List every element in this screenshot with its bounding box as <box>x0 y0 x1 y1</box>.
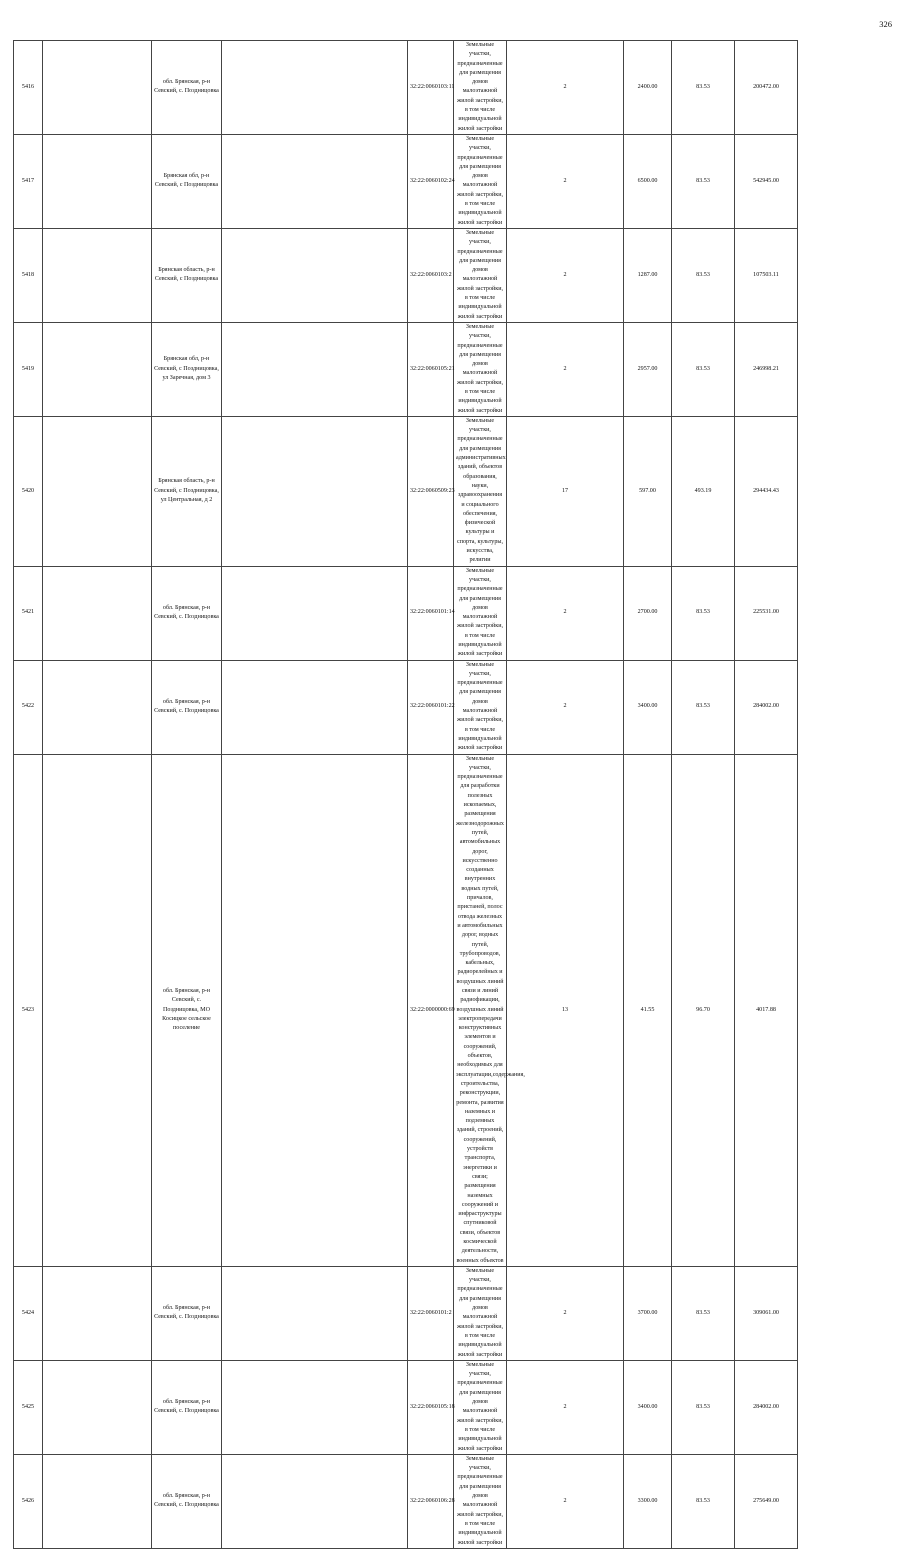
land-use-cell: Земельные участки, предназначенные для размещения домов малоэтажной жилой застройки, в том числе индивидуальной жилой застройки <box>454 322 507 416</box>
land-use-cell: Земельные участки, предназначенные для размещения домов малоэтажной жилой застройки, в том числе индивидуальной жилой застройки <box>454 660 507 754</box>
spacer-cell <box>222 134 408 228</box>
rate-cell: 493.19 <box>672 416 735 566</box>
cadastral-value-cell: 284002.00 <box>735 1360 798 1454</box>
rate-cell: 96.70 <box>672 754 735 1266</box>
group-cell: 2 <box>507 566 624 660</box>
spacer-cell <box>43 1454 152 1548</box>
spacer-cell <box>43 566 152 660</box>
group-cell: 2 <box>507 134 624 228</box>
cadastral-number-cell: 32:22:0060105:18 <box>408 1360 454 1454</box>
row-number: 5420 <box>14 416 43 566</box>
cadastral-number-cell: 32:22:0060101:2 <box>408 1266 454 1360</box>
spacer-cell <box>222 1360 408 1454</box>
group-cell: 13 <box>507 754 624 1266</box>
address-cell: обл. Брянская, р-н Севский, с. Поздницовка <box>152 566 222 660</box>
cadastral-number-cell: 32:22:0060101:22 <box>408 660 454 754</box>
cadastral-number-cell: 32:22:0060106:28 <box>408 1454 454 1548</box>
spacer-cell <box>222 228 408 322</box>
land-use-cell: Земельные участки, предназначенные для размещения домов малоэтажной жилой застройки, в том числе индивидуальной жилой застройки <box>454 1454 507 1548</box>
area-cell: 1287.00 <box>624 228 672 322</box>
spacer-cell <box>222 754 408 1266</box>
cadastral-value-cell: 107503.11 <box>735 228 798 322</box>
spacer-cell <box>222 1266 408 1360</box>
rate-cell: 83.53 <box>672 134 735 228</box>
address-cell: обл. Брянская, р-н Севский, с. Поздницовка <box>152 1454 222 1548</box>
cadastral-value-cell: 294434.43 <box>735 416 798 566</box>
address-cell: обл. Брянская, р-н Севский, с. Поздницовка <box>152 1266 222 1360</box>
row-number: 5418 <box>14 228 43 322</box>
table-row <box>14 1266 894 1360</box>
table-row <box>14 134 894 228</box>
table-row <box>14 41 894 135</box>
land-use-cell: Земельные участки, предназначенные для разработки полезных ископаемых, размещения железнодорожных путей, автомобильных дорог, искусственно созданных внутренних водных путей, причалов, пристаней, полос отвода железных и автомобильных дорог, водных путей, трубопроводов, кабельных, радиорелейных и воздушных линий связи и линий радиофикации, воздушных линий электропередачи конструктивных элементов и сооружений, объектов, необходимых для эксплуатации,содержания, строительства, реконструкции, ремонта, развития наземных и подземных зданий, строений, сооружений, устройств транспорта, энергетики и связи; размещения наземных сооружений и инфраструктуры спутниковой связи, объектов космической деятельности, военных объектов <box>454 754 507 1266</box>
row-number: 5421 <box>14 566 43 660</box>
group-cell: 2 <box>507 1266 624 1360</box>
area-cell: 3400.00 <box>624 1360 672 1454</box>
row-number: 5425 <box>14 1360 43 1454</box>
area-cell: 3700.00 <box>624 1266 672 1360</box>
address-cell: Брянская область, р-н Севский, с Поздницовка, ул Центральная, д 2 <box>152 416 222 566</box>
row-number: 5423 <box>14 754 43 1266</box>
group-cell: 2 <box>507 41 624 135</box>
row-number: 5417 <box>14 134 43 228</box>
group-cell: 2 <box>507 1454 624 1548</box>
cadastral-number-cell: 32:22:0060101:14 <box>408 566 454 660</box>
cadastral-value-cell: 542945.00 <box>735 134 798 228</box>
group-cell: 2 <box>507 322 624 416</box>
address-cell: обл. Брянская, р-н Севский, с. Поздницовка <box>152 660 222 754</box>
table-row <box>14 228 894 322</box>
cadastral-number-cell: 32:22:0060509:23 <box>408 416 454 566</box>
cadastral-number-cell: 32:22:0060105:21 <box>408 322 454 416</box>
address-cell: Брянская обл, р-н Севский, с Поздницовка, ул Заречная, дом 3 <box>152 322 222 416</box>
spacer-cell <box>222 566 408 660</box>
spacer-cell <box>222 322 408 416</box>
area-cell: 2400.00 <box>624 41 672 135</box>
cadastral-number-cell: 32:22:0000000:69 <box>408 754 454 1266</box>
page-number: 326 <box>879 19 892 29</box>
cadastral-number-cell: 32:22:0060102:24 <box>408 134 454 228</box>
cadastral-value-cell: 246998.21 <box>735 322 798 416</box>
land-use-cell: Земельные участки, предназначенные для размещения домов малоэтажной жилой застройки, в том числе индивидуальной жилой застройки <box>454 41 507 135</box>
spacer-cell <box>43 41 152 135</box>
group-cell: 2 <box>507 1360 624 1454</box>
cadastral-value-cell: 309061.00 <box>735 1266 798 1360</box>
cadastral-number-cell: 32:22:0060103:11 <box>408 41 454 135</box>
cadastral-value-table <box>13 40 894 1549</box>
row-number: 5424 <box>14 1266 43 1360</box>
cadastral-value-cell: 284002.00 <box>735 660 798 754</box>
spacer-cell <box>222 416 408 566</box>
land-use-cell: Земельные участки, предназначенные для размещения домов малоэтажной жилой застройки, в том числе индивидуальной жилой застройки <box>454 1360 507 1454</box>
spacer-cell <box>43 660 152 754</box>
area-cell: 41.55 <box>624 754 672 1266</box>
land-use-cell: Земельные участки, предназначенные для размещения домов малоэтажной жилой застройки, в том числе индивидуальной жилой застройки <box>454 228 507 322</box>
spacer-cell <box>222 1454 408 1548</box>
area-cell: 3300.00 <box>624 1454 672 1548</box>
spacer-cell <box>43 134 152 228</box>
address-cell: обл. Брянская, р-н Севский, с. Поздницовка <box>152 41 222 135</box>
group-cell: 17 <box>507 416 624 566</box>
cadastral-number-cell: 32:22:0060103:2 <box>408 228 454 322</box>
row-number: 5416 <box>14 41 43 135</box>
spacer-cell <box>43 322 152 416</box>
rate-cell: 83.53 <box>672 1266 735 1360</box>
table-row <box>14 660 894 754</box>
cadastral-value-cell: 275649.00 <box>735 1454 798 1548</box>
rate-cell: 83.53 <box>672 322 735 416</box>
rate-cell: 83.53 <box>672 1454 735 1548</box>
area-cell: 2957.00 <box>624 322 672 416</box>
group-cell: 2 <box>507 660 624 754</box>
land-use-cell: Земельные участки, предназначенные для размещения домов малоэтажной жилой застройки, в том числе индивидуальной жилой застройки <box>454 566 507 660</box>
row-number: 5422 <box>14 660 43 754</box>
spacer-cell <box>43 1360 152 1454</box>
table-row <box>14 416 894 566</box>
table-row <box>14 1454 894 1548</box>
spacer-cell <box>43 416 152 566</box>
group-cell: 2 <box>507 228 624 322</box>
table-row <box>14 322 894 416</box>
spacer-cell <box>43 754 152 1266</box>
cadastral-value-cell: 225531.00 <box>735 566 798 660</box>
cadastral-value-cell: 4017.88 <box>735 754 798 1266</box>
land-use-cell: Земельные участки, предназначенные для размещения домов малоэтажной жилой застройки, в том числе индивидуальной жилой застройки <box>454 134 507 228</box>
area-cell: 2700.00 <box>624 566 672 660</box>
rate-cell: 83.53 <box>672 41 735 135</box>
rate-cell: 83.53 <box>672 660 735 754</box>
cadastral-value-cell: 200472.00 <box>735 41 798 135</box>
row-number: 5426 <box>14 1454 43 1548</box>
address-cell: обл. Брянская, р-н Севский, с. Поздницовка <box>152 1360 222 1454</box>
row-number: 5419 <box>14 322 43 416</box>
land-use-cell: Земельные участки, предназначенные для размещения административных зданий, объектов образования, науки, здравоохранения и социального обеспечения, физической культуры и спорта, культуры, искусства, религии <box>454 416 507 566</box>
rate-cell: 83.53 <box>672 228 735 322</box>
table-row <box>14 754 894 1266</box>
rate-cell: 83.53 <box>672 566 735 660</box>
land-use-cell: Земельные участки, предназначенные для размещения домов малоэтажной жилой застройки, в том числе индивидуальной жилой застройки <box>454 1266 507 1360</box>
table-row <box>14 566 894 660</box>
address-cell: обл. Брянская, р-н Севский, с. Поздницовка, МО Косицкое сельское поселение <box>152 754 222 1266</box>
spacer-cell <box>222 660 408 754</box>
spacer-cell <box>43 228 152 322</box>
table-row <box>14 1360 894 1454</box>
spacer-cell <box>43 1266 152 1360</box>
address-cell: Брянская обл, р-н Севский, с Поздницовка <box>152 134 222 228</box>
address-cell: Брянская область, р-н Севский, с Поздницовка <box>152 228 222 322</box>
spacer-cell <box>222 41 408 135</box>
rate-cell: 83.53 <box>672 1360 735 1454</box>
area-cell: 3400.00 <box>624 660 672 754</box>
area-cell: 597.00 <box>624 416 672 566</box>
area-cell: 6500.00 <box>624 134 672 228</box>
